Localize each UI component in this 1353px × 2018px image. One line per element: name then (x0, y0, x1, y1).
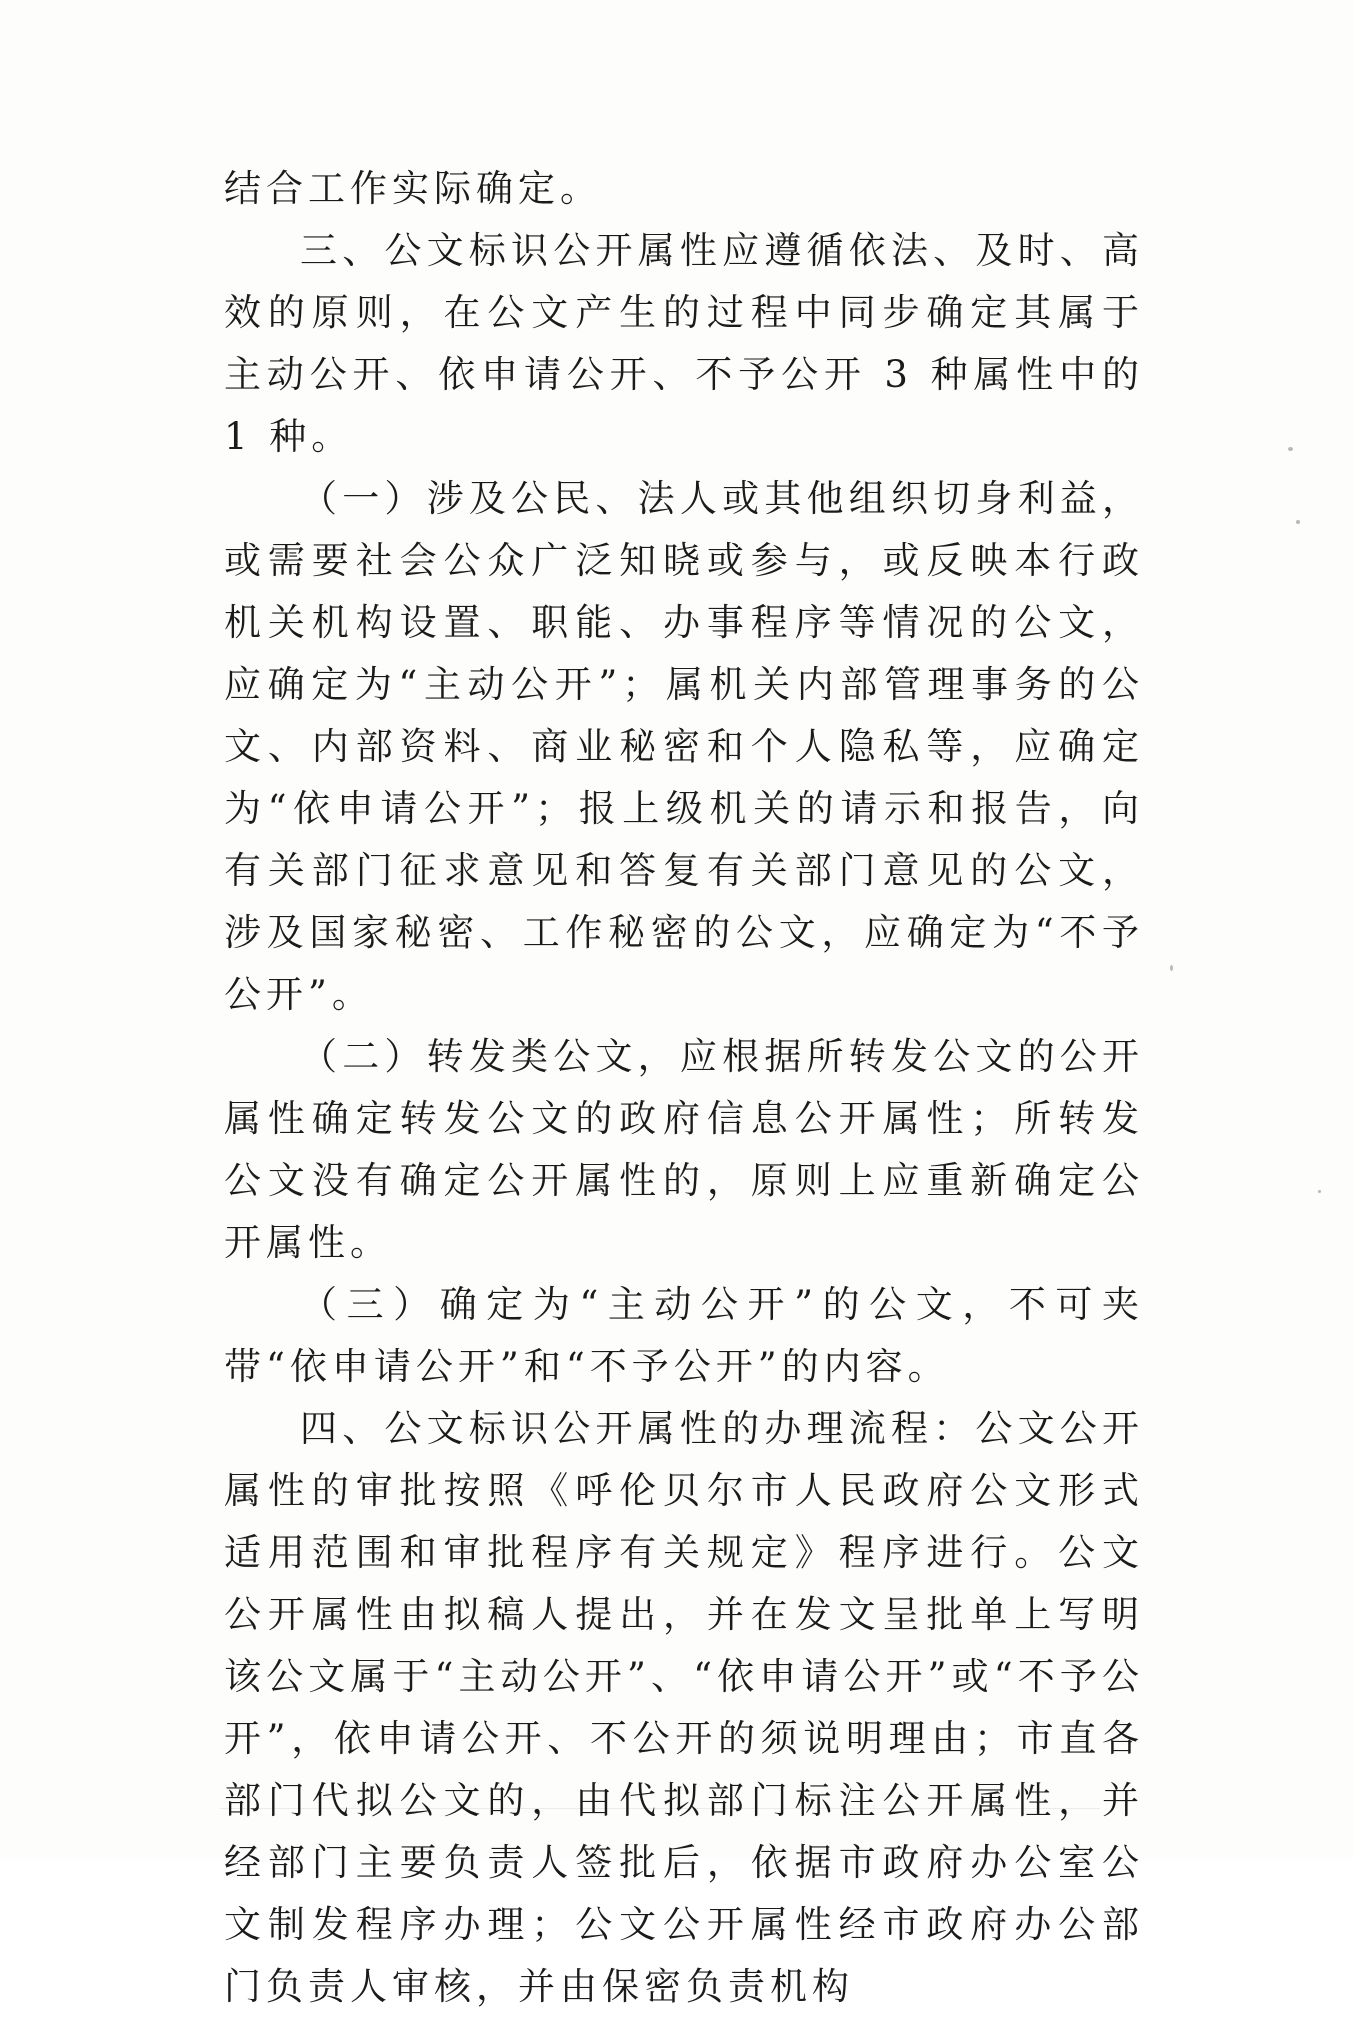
paragraph-section-three: 三、公文标识公开属性应遵循依法、及时、高效的原则，在公文产生的过程中同步确定其属于主动公开、依申请公开、不予公开 3 种属性中的 1 种。 (224, 229, 1144, 458)
document-body (224, 158, 1144, 2018)
paragraph-item-one: （一）涉及公民、法人或其他组织切身利益，或需要社会公众广泛知晓或参与，或反映本行政机关机构设置、职能、办事程序等情况的公文，应确定为“主动公开”；属机关内部管理事务的公文、内部资料、商业秘密和个人隐私等，应确定为“依申请公开”；报上级机关的请示和报告，向有关部门征求意见和答复有关部门意见的公文，涉及国家秘密、工作秘密的公文，应确定为“不予公开”。 (224, 477, 1144, 1016)
paragraph-item-two: （二）转发类公文，应根据所转发公文的公开属性确定转发公文的政府信息公开属性；所转发公文没有确定公开属性的，原则上应重新确定公开属性。 (224, 1035, 1144, 1264)
scan-speck (1318, 1190, 1321, 1193)
paragraph-continuation: 结合工作实际确定。 (224, 167, 602, 210)
paragraph-item-three: （三）确定为“主动公开”的公文，不可夹带“依申请公开”和“不予公开”的内容。 (224, 1283, 1144, 1388)
scan-speck (1288, 447, 1293, 451)
scan-speck (1170, 965, 1173, 971)
scan-speck (1296, 520, 1300, 524)
paragraph-section-four: 四、公文标识公开属性的办理流程：公文公开属性的审批按照《呼伦贝尔市人民政府公文形式适用范围和审批程序有关规定》程序进行。公文公开属性由拟稿人提出，并在发文呈批单上写明该公文属于“主动公开”、“依申请公开”或“不予公开”，依申请公开、不公开的须说明理由；市直各部门代拟公文的，由代拟部门标注公开属性，并经部门主要负责人签批后，依据市政府办公室公文制发程序办理；公文公开属性经市政府办公部门负责人审核，并由保密负责机构 (224, 1407, 1144, 2008)
